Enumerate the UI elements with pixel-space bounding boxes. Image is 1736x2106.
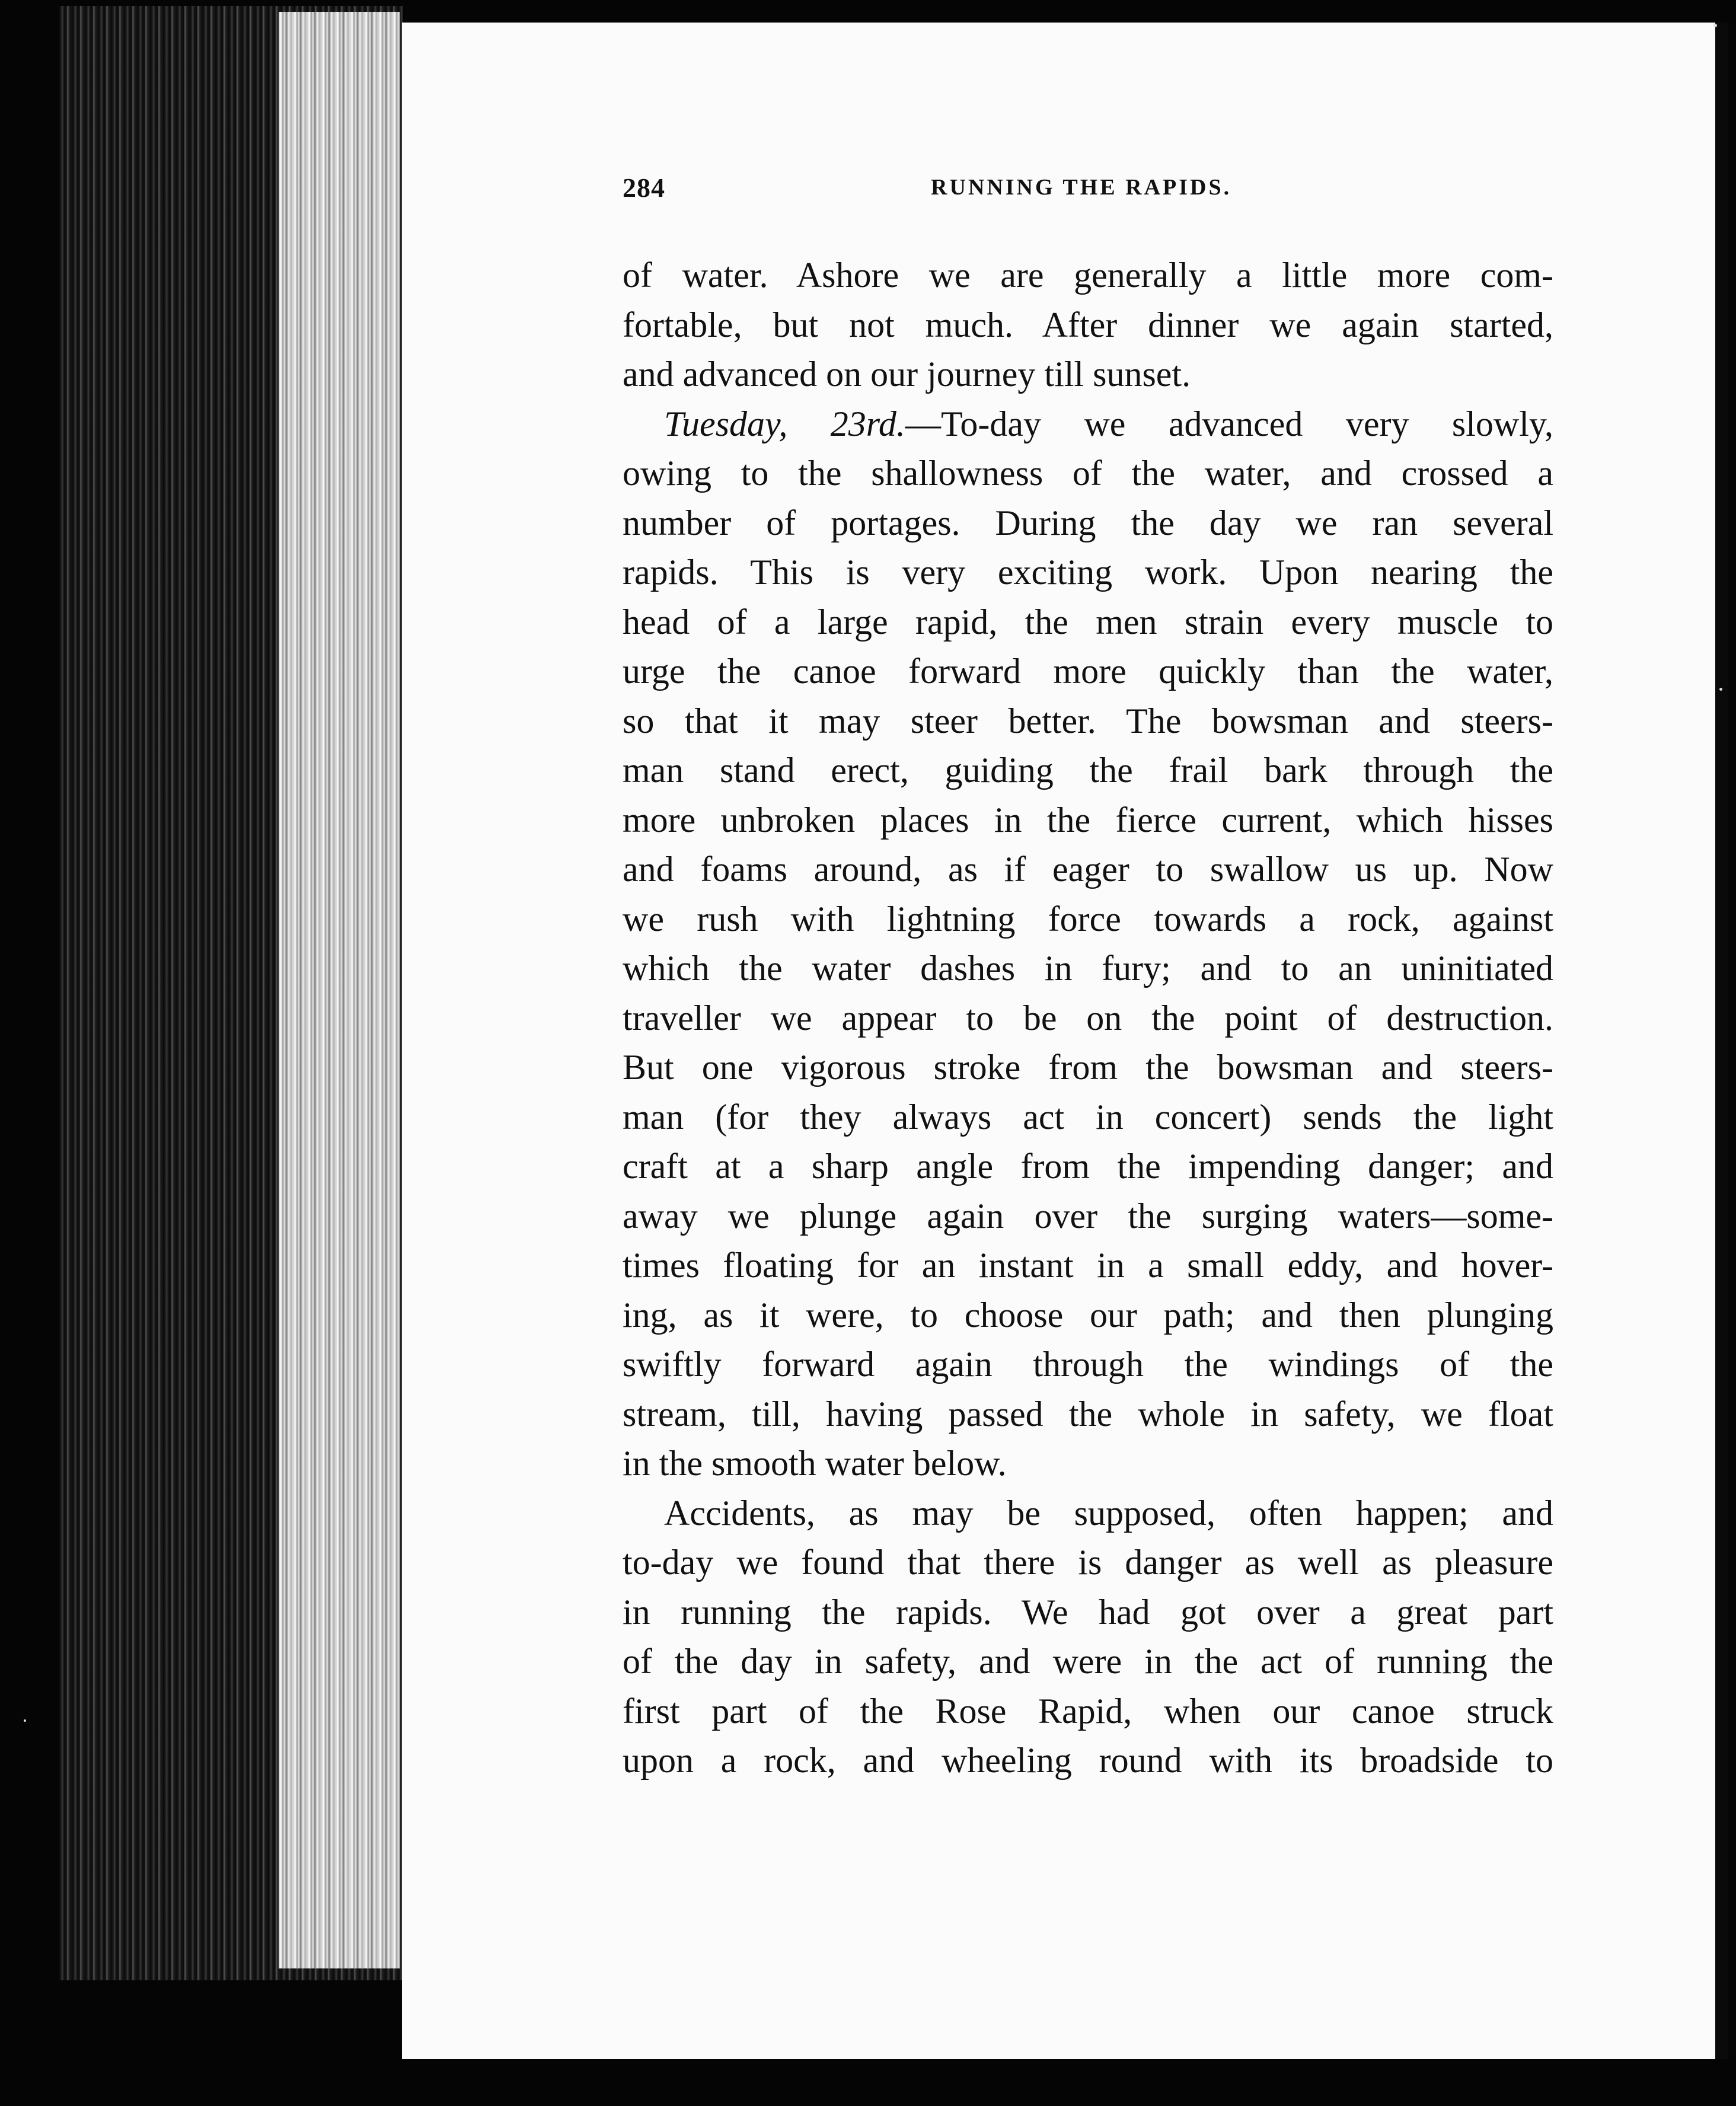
text-line: stream, till, having passed the whole in safety, we float xyxy=(623,1394,1553,1434)
text-line: craft at a sharp angle from the impending danger; and xyxy=(623,1147,1553,1186)
text-line: man (for they always act in concert) sends the light xyxy=(623,1097,1553,1137)
text-line xyxy=(623,400,1553,449)
text-line: man stand erect, guiding the frail bark through the xyxy=(623,751,1553,790)
text-line: first part of the Rose Rapid, when our canoe struck xyxy=(623,1691,1553,1731)
stacked-page-edges xyxy=(279,12,400,1968)
text-line: upon a rock, and wheeling round with its broadside to xyxy=(623,1741,1553,1780)
text-line: so that it may steer better. The bowsman and steers- xyxy=(623,701,1553,741)
text-line: swiftly forward again through the windings of the xyxy=(623,1345,1553,1384)
text-line: Accidents, as may be supposed, often happen; and xyxy=(664,1493,1553,1533)
text-line: which the water dashes in fury; and to an uninitiated xyxy=(623,949,1553,988)
diary-date: Tuesday, 23rd. xyxy=(664,404,905,443)
text-line: in the smooth water below. xyxy=(623,1444,1007,1483)
text-line: urge the canoe forward more quickly than the water, xyxy=(623,652,1553,691)
text-line: and foams around, as if eager to swallow us up. Now xyxy=(623,850,1553,889)
scan-speck xyxy=(1719,688,1722,691)
text-line: we rush with lightning force towards a rock, against xyxy=(623,899,1553,939)
text-line: number of portages. During the day we ran several xyxy=(623,503,1553,543)
text-fragment: —To-day we advanced very slowly, xyxy=(905,404,1554,443)
text-line: head of a large rapid, the men strain every muscle to xyxy=(623,602,1553,642)
text-line: traveller we appear to be on the point of destruction. xyxy=(623,998,1553,1038)
page-header xyxy=(623,172,1683,219)
text-line: of water. Ashore we are generally a little more com- xyxy=(623,256,1553,295)
running-head: RUNNING THE RAPIDS. xyxy=(931,175,1232,200)
body-text xyxy=(623,251,1553,1786)
text-line: of the day in safety, and were in the act of running the xyxy=(623,1642,1553,1681)
text-line: fortable, but not much. After dinner we again started, xyxy=(623,305,1553,344)
text-line: in running the rapids. We had got over a great part xyxy=(623,1592,1553,1632)
scan-speck xyxy=(24,1719,26,1722)
text-line: But one vigorous stroke from the bowsman and steers- xyxy=(623,1048,1553,1087)
text-line: rapids. This is very exciting work. Upon nearing the xyxy=(623,553,1553,592)
text-line: owing to the shallowness of the water, and crossed a xyxy=(623,454,1553,493)
page-number: 284 xyxy=(623,173,665,203)
scan-speck xyxy=(1713,24,1717,27)
text-line: to-day we found that there is danger as well as pleasure xyxy=(623,1543,1553,1582)
text-line: away we plunge again over the surging waters—some- xyxy=(623,1196,1553,1236)
book-page xyxy=(402,23,1728,2059)
text-line: more unbroken places in the fierce current, which hisses xyxy=(623,800,1553,840)
text-line: and advanced on our journey till sunset. xyxy=(623,355,1191,394)
text-line: ing, as it were, to choose our path; and then plunging xyxy=(623,1295,1553,1335)
text-line: times floating for an instant in a small eddy, and hover- xyxy=(623,1246,1553,1285)
